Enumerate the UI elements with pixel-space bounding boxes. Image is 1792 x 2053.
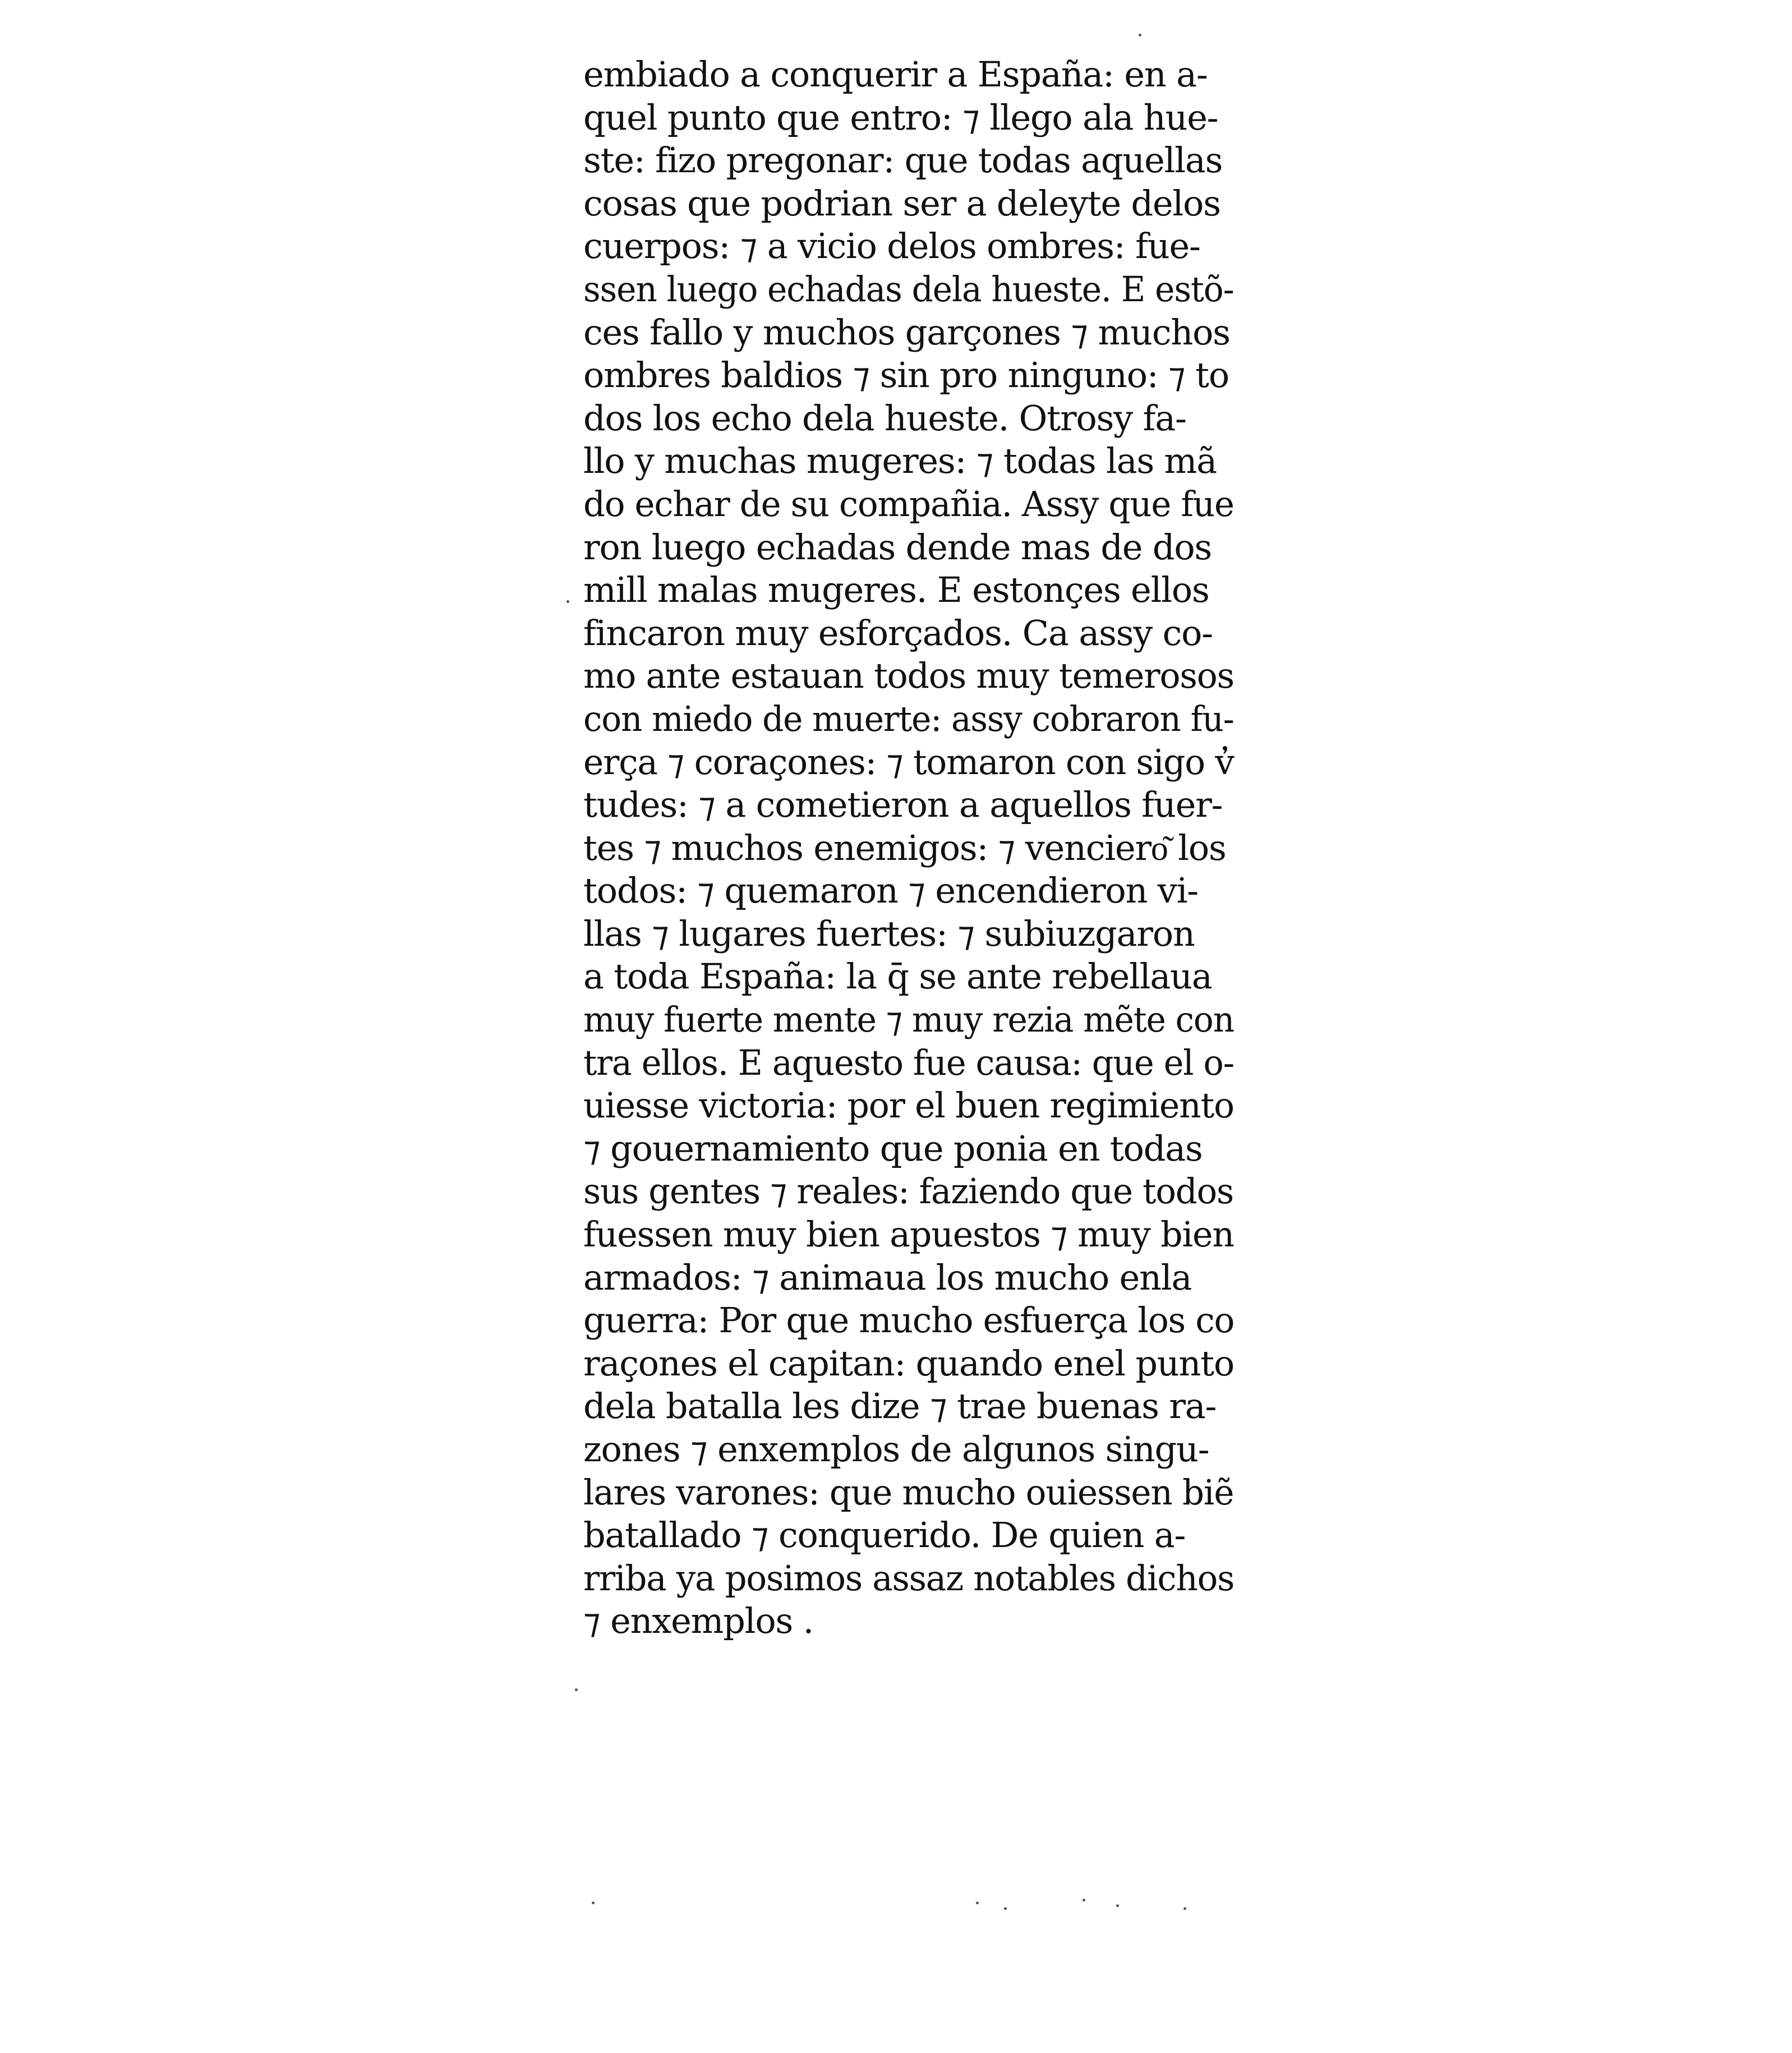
- text-line: muy fuerte mente ⁊ muy rezia mẽte con: [583, 999, 1234, 1041]
- text-line: erça ⁊ coraçones: ⁊ tomaron con sigo v̓: [583, 741, 1234, 782]
- scan-speck: [1004, 1907, 1007, 1910]
- scan-speck: [566, 600, 569, 603]
- text-line: llas ⁊ lugares fuertes: ⁊ subiuzgaron: [583, 913, 1195, 954]
- text-line: tudes: ⁊ a cometieron a aquellos fuer-: [583, 784, 1223, 826]
- text-line: sus gentes ⁊ reales: faziendo que todos: [583, 1171, 1234, 1212]
- text-line: ⁊ gouernamiento que ponia en todas: [583, 1127, 1203, 1169]
- text-line: ⁊ enxemplos .: [583, 1600, 814, 1642]
- scan-speck: [1139, 34, 1141, 36]
- text-line: uiesse victoria: por el buen regimiento: [583, 1085, 1234, 1126]
- text-line: a toda España: la q̄ se ante rebellaua: [583, 956, 1212, 997]
- text-line: cuerpos: ⁊ a vicio delos ombres: fue-: [583, 225, 1200, 267]
- text-line: dos los echo dela hueste. Otrosy fa-: [583, 397, 1186, 439]
- text-line: quel punto que entro: ⁊ llego ala hue-: [583, 96, 1218, 138]
- scan-speck: [1116, 1904, 1119, 1907]
- text-line: llo y muchas mugeres: ⁊ todas las mã: [583, 440, 1217, 482]
- text-line: ste: fizo pregonar: que todas aquellas: [583, 140, 1223, 181]
- text-line: todos: ⁊ quemaron ⁊ encendieron vi-: [583, 870, 1198, 912]
- text-line: embiado a conquerir a España: en a-: [583, 54, 1208, 95]
- text-line: mo ante estauan todos muy temerosos: [583, 655, 1234, 697]
- text-line: guerra: Por que mucho esfuerça los co: [583, 1300, 1234, 1341]
- text-line: armados: ⁊ animaua los mucho enla: [583, 1256, 1192, 1298]
- text-line: rriba ya posimos assaz notables dichos: [583, 1557, 1234, 1599]
- text-line: batallado ⁊ conquerido. De quien a-: [583, 1515, 1186, 1556]
- scan-speck: [592, 1902, 595, 1904]
- text-column: [583, 53, 1234, 1643]
- scan-speck: [1183, 1907, 1186, 1910]
- text-line: fincaron muy esforçados. Ca assy co-: [583, 612, 1213, 653]
- text-line: ron luego echadas dende mas de dos: [583, 526, 1212, 568]
- text-line: do echar de su compañia. Assy que fue: [583, 483, 1234, 524]
- scan-speck: [1082, 1899, 1085, 1902]
- text-line: zones ⁊ enxemplos de algunos singu-: [583, 1429, 1209, 1470]
- text-line: dela batalla les dize ⁊ trae buenas ra-: [583, 1385, 1217, 1427]
- scan-speck: [976, 1902, 979, 1904]
- text-line: cosas que podrian ser a deleyte delos: [583, 182, 1220, 224]
- text-line: tes ⁊ muchos enemigos: ⁊ venciero͂ los: [583, 827, 1226, 868]
- text-line: tra ellos. E aquesto fue causa: que el o-: [583, 1042, 1234, 1083]
- scan-speck: [575, 1688, 578, 1691]
- text-line: ssen luego echadas dela hueste. E estõ-: [583, 268, 1234, 310]
- text-line: raçones el capitan: quando enel punto: [583, 1342, 1234, 1384]
- text-line: fuessen muy bien apuestos ⁊ muy bien: [583, 1214, 1234, 1255]
- text-line: ombres baldios ⁊ sin pro ninguno: ⁊ to: [583, 355, 1229, 396]
- text-line: mill malas mugeres. E estonçes ellos: [583, 569, 1209, 611]
- text-line: ces fallo y muchos garçones ⁊ muchos: [583, 311, 1230, 353]
- text-line: lares varones: que mucho ouiessen biẽ: [583, 1471, 1234, 1513]
- text-line: con miedo de muerte: assy cobraron fu-: [583, 698, 1234, 739]
